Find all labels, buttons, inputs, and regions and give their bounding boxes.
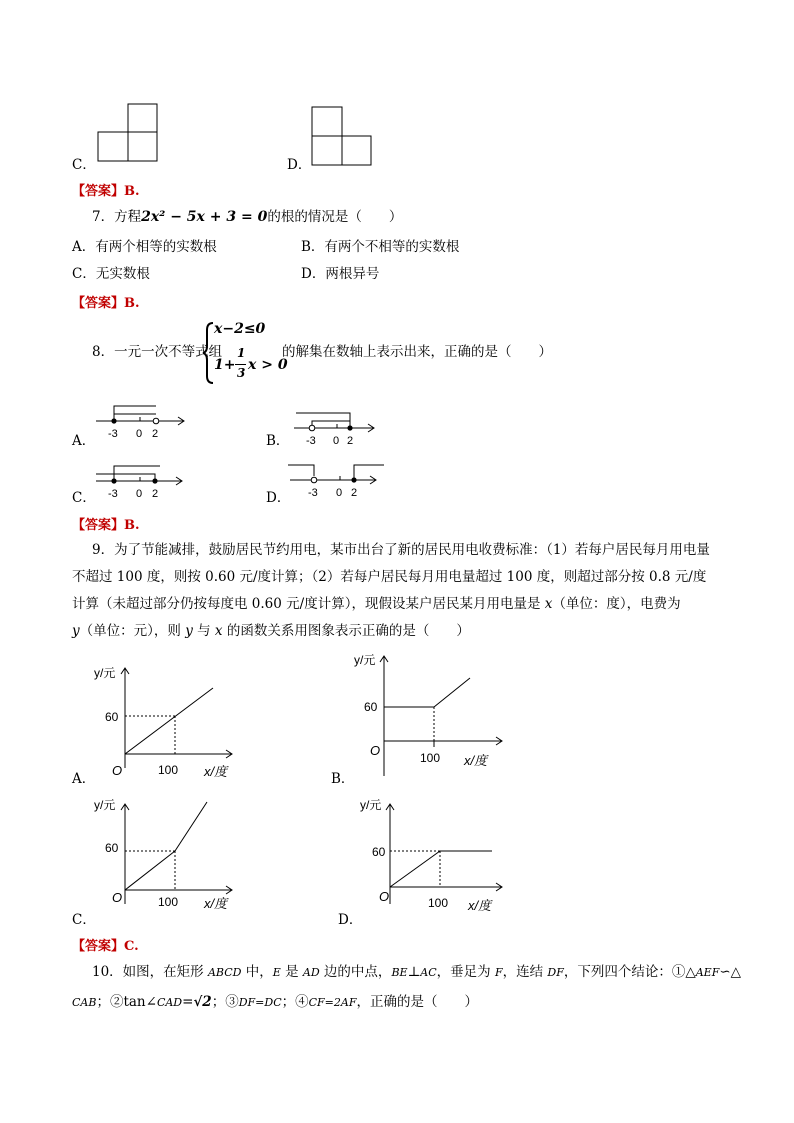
q10-f: F [494, 966, 503, 979]
q7-suffix: 的根的情况是（ ） [267, 209, 403, 225]
q10-ad: AD [302, 966, 320, 979]
q9d-tick-60: 60 [372, 845, 386, 859]
q9-graph-a [92, 660, 242, 780]
q8a-tick-neg3: -3 [108, 428, 118, 440]
q9a-origin: O [112, 763, 123, 778]
q8-option-a-numberline [94, 400, 194, 442]
q10-l1-a: 10．如图，在矩形 [92, 964, 208, 980]
q10-cab: CAB [72, 996, 97, 1009]
q9a-x-label: x/度 [204, 764, 228, 779]
q10-l2-c: ；③ [211, 994, 239, 1010]
q9-line-4 [72, 622, 470, 640]
q8-option-a-label[interactable]: A． [72, 433, 96, 449]
q8-option-d-numberline [288, 459, 388, 501]
q9-graph-b [352, 648, 522, 778]
q8a-tick-0: 0 [136, 428, 143, 440]
q9a-tick-100: 100 [158, 763, 179, 777]
q9-line3-b: （单位：度），电费为 [552, 596, 681, 612]
q8-frac-bar [235, 364, 246, 365]
q9a-tick-60: 60 [105, 710, 119, 724]
q9-option-c-label[interactable]: C． [72, 912, 96, 928]
q10-cf2af: CF=2AF [308, 996, 357, 1009]
q9d-origin: O [379, 889, 390, 904]
q10-l2-e: ，正确的是（ ） [356, 994, 478, 1010]
q8-option-d-label[interactable]: D． [266, 490, 291, 506]
q9-answer: 【答案】C. [72, 939, 139, 954]
q9-line4-a: （单位：元），则 [79, 623, 186, 639]
q8-prefix: 8．一元一次不等式组 [92, 344, 223, 360]
q10-dfdc: DF=DC [238, 996, 282, 1009]
q6-option-c-label[interactable]: C． [72, 157, 96, 173]
q10-l1-d: 边的中点， [319, 964, 392, 980]
q9a-y-label: y/元 [94, 666, 116, 680]
q9-option-b-label[interactable]: B． [331, 771, 355, 787]
q9-line4-y2: y [185, 623, 193, 639]
q6-option-c-figure [97, 103, 159, 163]
q8-option-b-label[interactable]: B． [266, 433, 290, 449]
q9b-origin: O [370, 743, 381, 758]
q8-ineq2-tail: x > 0 [248, 357, 288, 373]
q9-line3-a: 计算（未超过部分仍按每度电 0.60 元/度计算），现假设某户居民某月用电量是 [72, 596, 545, 612]
q10-l1-i: ∽△ [719, 964, 742, 980]
q7-option-c[interactable]: C．无实数根 [72, 266, 150, 282]
q7-stem [92, 208, 402, 226]
q8b-tick-2: 2 [347, 435, 354, 447]
q9-graph-d [352, 796, 522, 918]
q8c-tick-2: 2 [152, 488, 159, 500]
q8-frac-denominator: 3 [237, 366, 246, 380]
q6-option-d-label[interactable]: D． [287, 157, 312, 173]
q9-graph-c [92, 796, 242, 918]
q7-answer: 【答案】B. [72, 296, 140, 311]
q9b-tick-100: 100 [420, 751, 441, 765]
q8-ineq2-lead: 1+ [214, 357, 236, 373]
q8d-tick-0: 0 [336, 487, 343, 499]
q9c-tick-60: 60 [105, 841, 119, 855]
q9d-y-label: y/元 [360, 798, 382, 812]
q10-l2-b: = [182, 994, 194, 1010]
q7-option-b[interactable]: B．有两个不相等的实数根 [301, 239, 460, 255]
q7-equation: 2x² − 5x + 3 = 0 [141, 209, 268, 225]
q8b-tick-neg3: -3 [306, 435, 316, 447]
q10-be: BE [391, 966, 408, 979]
q8d-tick-2: 2 [351, 487, 358, 499]
q9-line-3 [72, 595, 681, 613]
q9d-x-label: x/度 [468, 898, 492, 913]
q10-abcd: ABCD [207, 966, 242, 979]
q9-option-d-label[interactable]: D． [338, 912, 363, 928]
q10-l2-a: ；②tan∠ [96, 994, 157, 1010]
q10-l1-b: 中， [241, 964, 273, 980]
q8b-tick-0: 0 [333, 435, 340, 447]
q10-e: E [272, 966, 281, 979]
q7-option-d[interactable]: D．两根异号 [301, 266, 380, 282]
q9-line-1: 9．为了节能减排，鼓励居民节约用电，某市出台了新的居民用电收费标准：（1）若每户居民每月用电量 [92, 542, 710, 558]
q10-ac: AC [420, 966, 437, 979]
q10-l2-d: ；④ [281, 994, 309, 1010]
q9b-x-label: x/度 [464, 753, 488, 768]
q10-line-2 [72, 993, 478, 1012]
q9-line4-x: x [214, 623, 223, 639]
q10-aef: AEF [695, 966, 720, 979]
q9c-origin: O [112, 890, 123, 905]
q8-option-b-numberline [292, 407, 392, 449]
q10-df: DF [547, 966, 564, 979]
q9-line4-b: 与 [192, 623, 215, 639]
q9b-y-label: y/元 [354, 653, 376, 667]
q8-inequality-1: x−2≤0 [214, 321, 266, 337]
q8c-tick-neg3: -3 [108, 488, 118, 500]
q9c-tick-100: 100 [158, 895, 179, 909]
q9-line4-c: 的函数关系用图象表示正确的是（ ） [222, 623, 470, 639]
q7-prefix: 7．方程 [92, 209, 142, 225]
q8-suffix: 的解集在数轴上表示出来，正确的是（ ） [282, 344, 552, 360]
q6-answer: 【答案】B. [72, 184, 140, 199]
q10-line-1 [92, 963, 741, 982]
q9d-tick-100: 100 [428, 896, 449, 910]
q9-line-2: 不超过 100 度，则按 0.60 元/度计算；（2）若每户居民每月用电量超过 100 度，则超过部分按 0.8 元/度 [72, 569, 707, 585]
q10-l1-h: ，下列四个结论：①△ [563, 964, 696, 980]
q8-answer: 【答案】B. [72, 518, 140, 533]
q8a-tick-2: 2 [152, 428, 159, 440]
q9c-y-label: y/元 [94, 798, 116, 812]
q9-line3-x: x [544, 596, 553, 612]
q10-l1-f: ，垂足为 [436, 964, 495, 980]
q10-sqrt2: √2 [193, 994, 212, 1010]
q10-l1-e: ⊥ [407, 964, 421, 980]
q8-frac-numerator: 1 [237, 346, 246, 360]
q10-l1-c: 是 [280, 964, 303, 980]
q8-option-c-numberline [94, 460, 194, 502]
q10-cad: CAD [156, 996, 183, 1009]
q10-l1-g: ，连结 [502, 964, 548, 980]
q8d-tick-neg3: -3 [308, 487, 318, 499]
q6-option-d-figure [311, 106, 373, 166]
q9b-tick-60: 60 [364, 700, 378, 714]
q8-option-c-label[interactable]: C． [72, 490, 96, 506]
q9-option-a-label[interactable]: A． [72, 771, 96, 787]
q9-line4-y: y [72, 623, 80, 639]
q9c-x-label: x/度 [204, 896, 228, 911]
q8c-tick-0: 0 [136, 488, 143, 500]
q7-option-a[interactable]: A．有两个相等的实数根 [72, 239, 217, 255]
